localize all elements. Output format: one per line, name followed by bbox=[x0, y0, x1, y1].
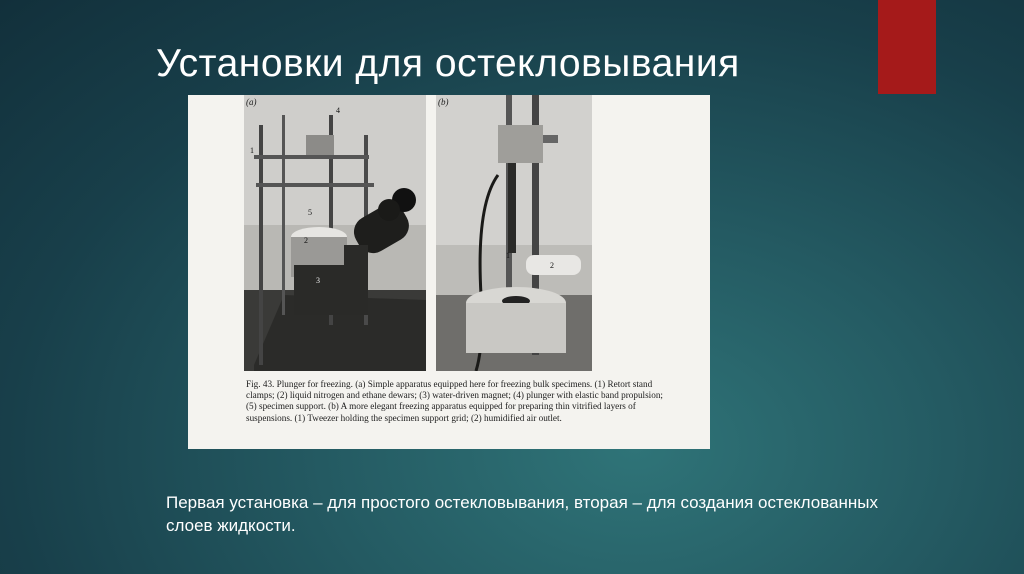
panel-a-number-4: 4 bbox=[336, 106, 340, 115]
panel-b-label: (b) bbox=[438, 97, 449, 107]
panel-b-number-1: 1 bbox=[506, 251, 510, 260]
photo-panel-b bbox=[436, 95, 592, 371]
panel-a-number-5: 5 bbox=[308, 208, 312, 217]
accent-bar bbox=[878, 0, 936, 94]
panel-a-number-2: 2 bbox=[304, 236, 308, 245]
figure bbox=[188, 95, 710, 449]
slide-body-text: Первая установка – для простого остекловывания, вторая – для создания остеклованных слоев жидкости. bbox=[166, 493, 879, 535]
panel-a-number-1: 1 bbox=[250, 146, 254, 155]
panel-a-number-3: 3 bbox=[316, 276, 320, 285]
photo-panel-a bbox=[244, 95, 426, 371]
slide-title: Установки для остекловывания bbox=[156, 42, 740, 85]
panel-b-number-2: 2 bbox=[550, 261, 554, 270]
panel-a-label: (a) bbox=[246, 97, 257, 107]
figure-caption: Fig. 43. Plunger for freezing. (a) Simple apparatus equipped here for freezing bulk specimens. (1) Retort stand clamps; (2) liquid nitrogen and ethane dewars; (3) water-driven magnet; (4) plunger with elastic band propulsion; (5) specimen support. (b) A more elegant freezing apparatus equipped for preparing thin vitrified layers of suspensions. (1) Tweezer holding the specimen support grid; (2) humidified air outlet. bbox=[246, 379, 663, 423]
